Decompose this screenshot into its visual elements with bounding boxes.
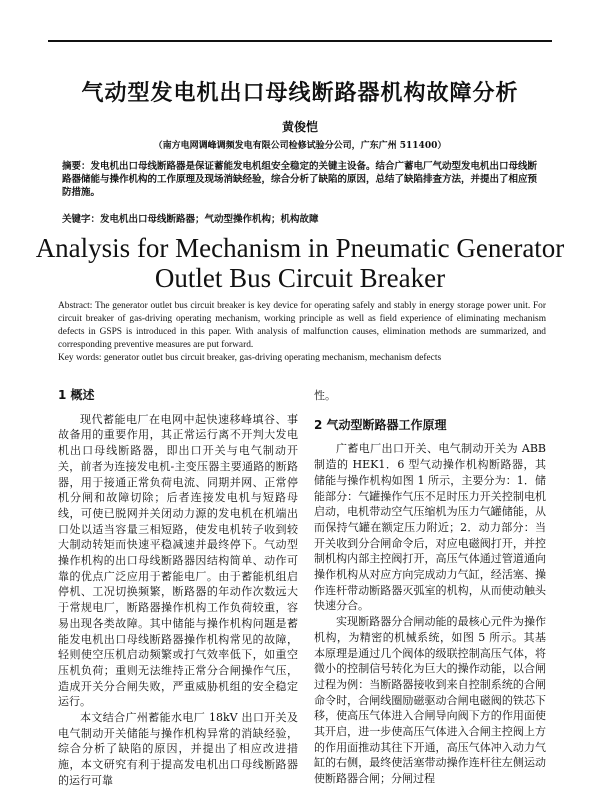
keywords-cn-text: 发电机出口母线断路器；气动型操作机构；机构故障 <box>100 214 319 225</box>
paper-title-en-line2: Outlet Bus Circuit Breaker <box>154 263 446 293</box>
section-1-paragraph-2: 本文结合广州蓄能水电厂 18kV 出口开关及电气制动开关储能与操作机构异常的消缺经验，综合分析了缺陷的原因，并提出了相应改进措施，本文研究有利于提高发电机出口母线断路器的运行可靠 <box>58 711 298 787</box>
left-column <box>58 388 298 789</box>
keywords-cn <box>62 213 542 226</box>
keywords-cn-label: 关键字： <box>62 214 101 225</box>
author-affiliation: （南方电网调峰调频发电有限公司检修试验分公司，广东广州 511400） <box>153 141 447 151</box>
paper-title-en-line1: Analysis for Mechanism in Pneumatic Generator <box>35 233 565 263</box>
abstract-cn <box>62 160 542 199</box>
abstract-cn-label: 摘要： <box>62 161 91 172</box>
top-rule <box>48 40 552 42</box>
author-name: 黄俊恺 <box>281 120 318 134</box>
paper-title-en <box>0 233 600 293</box>
section-2-paragraph-2: 实现断路器分合闸动能的最核心元件为操作机构，为精密的机械系统，如图 5 所示。其基本原理是通过几个阀体的级联控制高压气体，将微小的控制信号转化为巨大的操作动能，以合闸过程为例：当断路器接收到来自控制系统的合闸命令时，合闸线圈励磁驱动合闸电磁阀的铁芯下移，使高压气体进入合闸导向阀下方的作用面使其开启，进一步使高压气体进入合闸主控阀上方的作用面推动其往下开通，高压气体冲入动力气缸的右侧，最终使活塞带动操作连杆往左侧运动使断路器合闸；分闸过程 <box>314 615 546 786</box>
section-1-paragraph-1: 现代蓄能电厂在电网中起快速移峰填谷、事故备用的重要作用，其正常运行离不开判大发电机出口母线断路器，即出口开关与电气制动开关，前者为连接发电机-主变压器主要通路的断路器，用于接通正常负荷电流、同期并网、正常停机分闸和故障切除；后者连接发电机与短路母线，可使已脱网并关闭动力源的发电机在机端出口处以适当容量三相短路，使发电机转子收到较大制动转矩而快速平稳减速并最终停下。气动型操作机构的出口母线断路器因结构简单、动作可靠的优点广泛应用于蓄能电厂。由于蓄能机组启停机、工况切换频繁，断路器的年动作次数远大于常规电厂，断路器操作机构工作负荷较重，容易出现各类故障。其中储能与操作机构问题是蓄能发电机出口母线断路器操作机构常见的故障，轻则使空压机启动频繁或打气效率低下，如重空压机负荷；重则无法维持正常分合闸操作气压，造成开关分合闸失败，严重威胁机组的安全稳定运行。 <box>58 412 298 709</box>
abstract-en: Abstract: The generator outlet bus circuit breaker is key device for operating safely and stably in energy storage power unit. For circuit breaker of gas-driving operating mechanism, working principle as well as field experience of eliminating mechanism defects in GSPS is introduced in this paper. With analysis of malfunction causes, elimination methods are summarized, and corresponding preventive measures are put forward. <box>58 301 546 350</box>
section-2-paragraph-1: 广蓄电厂出口开关、电气制动开关为 ABB 制造的 HEK1．6 型气动操作机构断路器，其储能与操作机构如图 1 所示，主要分为：1．储能部分：气罐操作气压不足时压力开关控制电机启动，电机带动空气压缩机为压力气罐储能，从而保持气罐在额定压力附近；2．动力部分：当开关收到分合闸命令后，对应电磁阀打开，并控制机构内部主控阀打开，高压气体通过管道通向操作机构从对应方向完成动力气缸，经活塞、操作连杆带动断路器灭弧室的机构，从而使动触头快速分合。 <box>314 442 546 613</box>
section-2-heading: 2 气动型断路器工作原理 <box>314 417 447 432</box>
paper-title-cn: 气动型发电机出口母线断路器机构故障分析 <box>81 81 519 106</box>
section-1-heading: 1 概述 <box>58 388 95 402</box>
abstract-cn-text: 发电机出口母线断路器是保证蓄能发电机组安全稳定的关键主设备。结合广蓄电厂气动型发电机出口母线断路器储能与操作机构的工作原理及现场消缺经验，综合分析了缺陷的原因，总结了缺陷排查方法，并提出了相应预防措施。 <box>62 161 538 198</box>
section-1-continuation: 性。 <box>314 389 336 402</box>
right-column <box>314 388 546 787</box>
keywords-en: Key words: generator outlet bus circuit breaker, gas-driving operating mechanism, mechanism defects <box>58 353 442 363</box>
